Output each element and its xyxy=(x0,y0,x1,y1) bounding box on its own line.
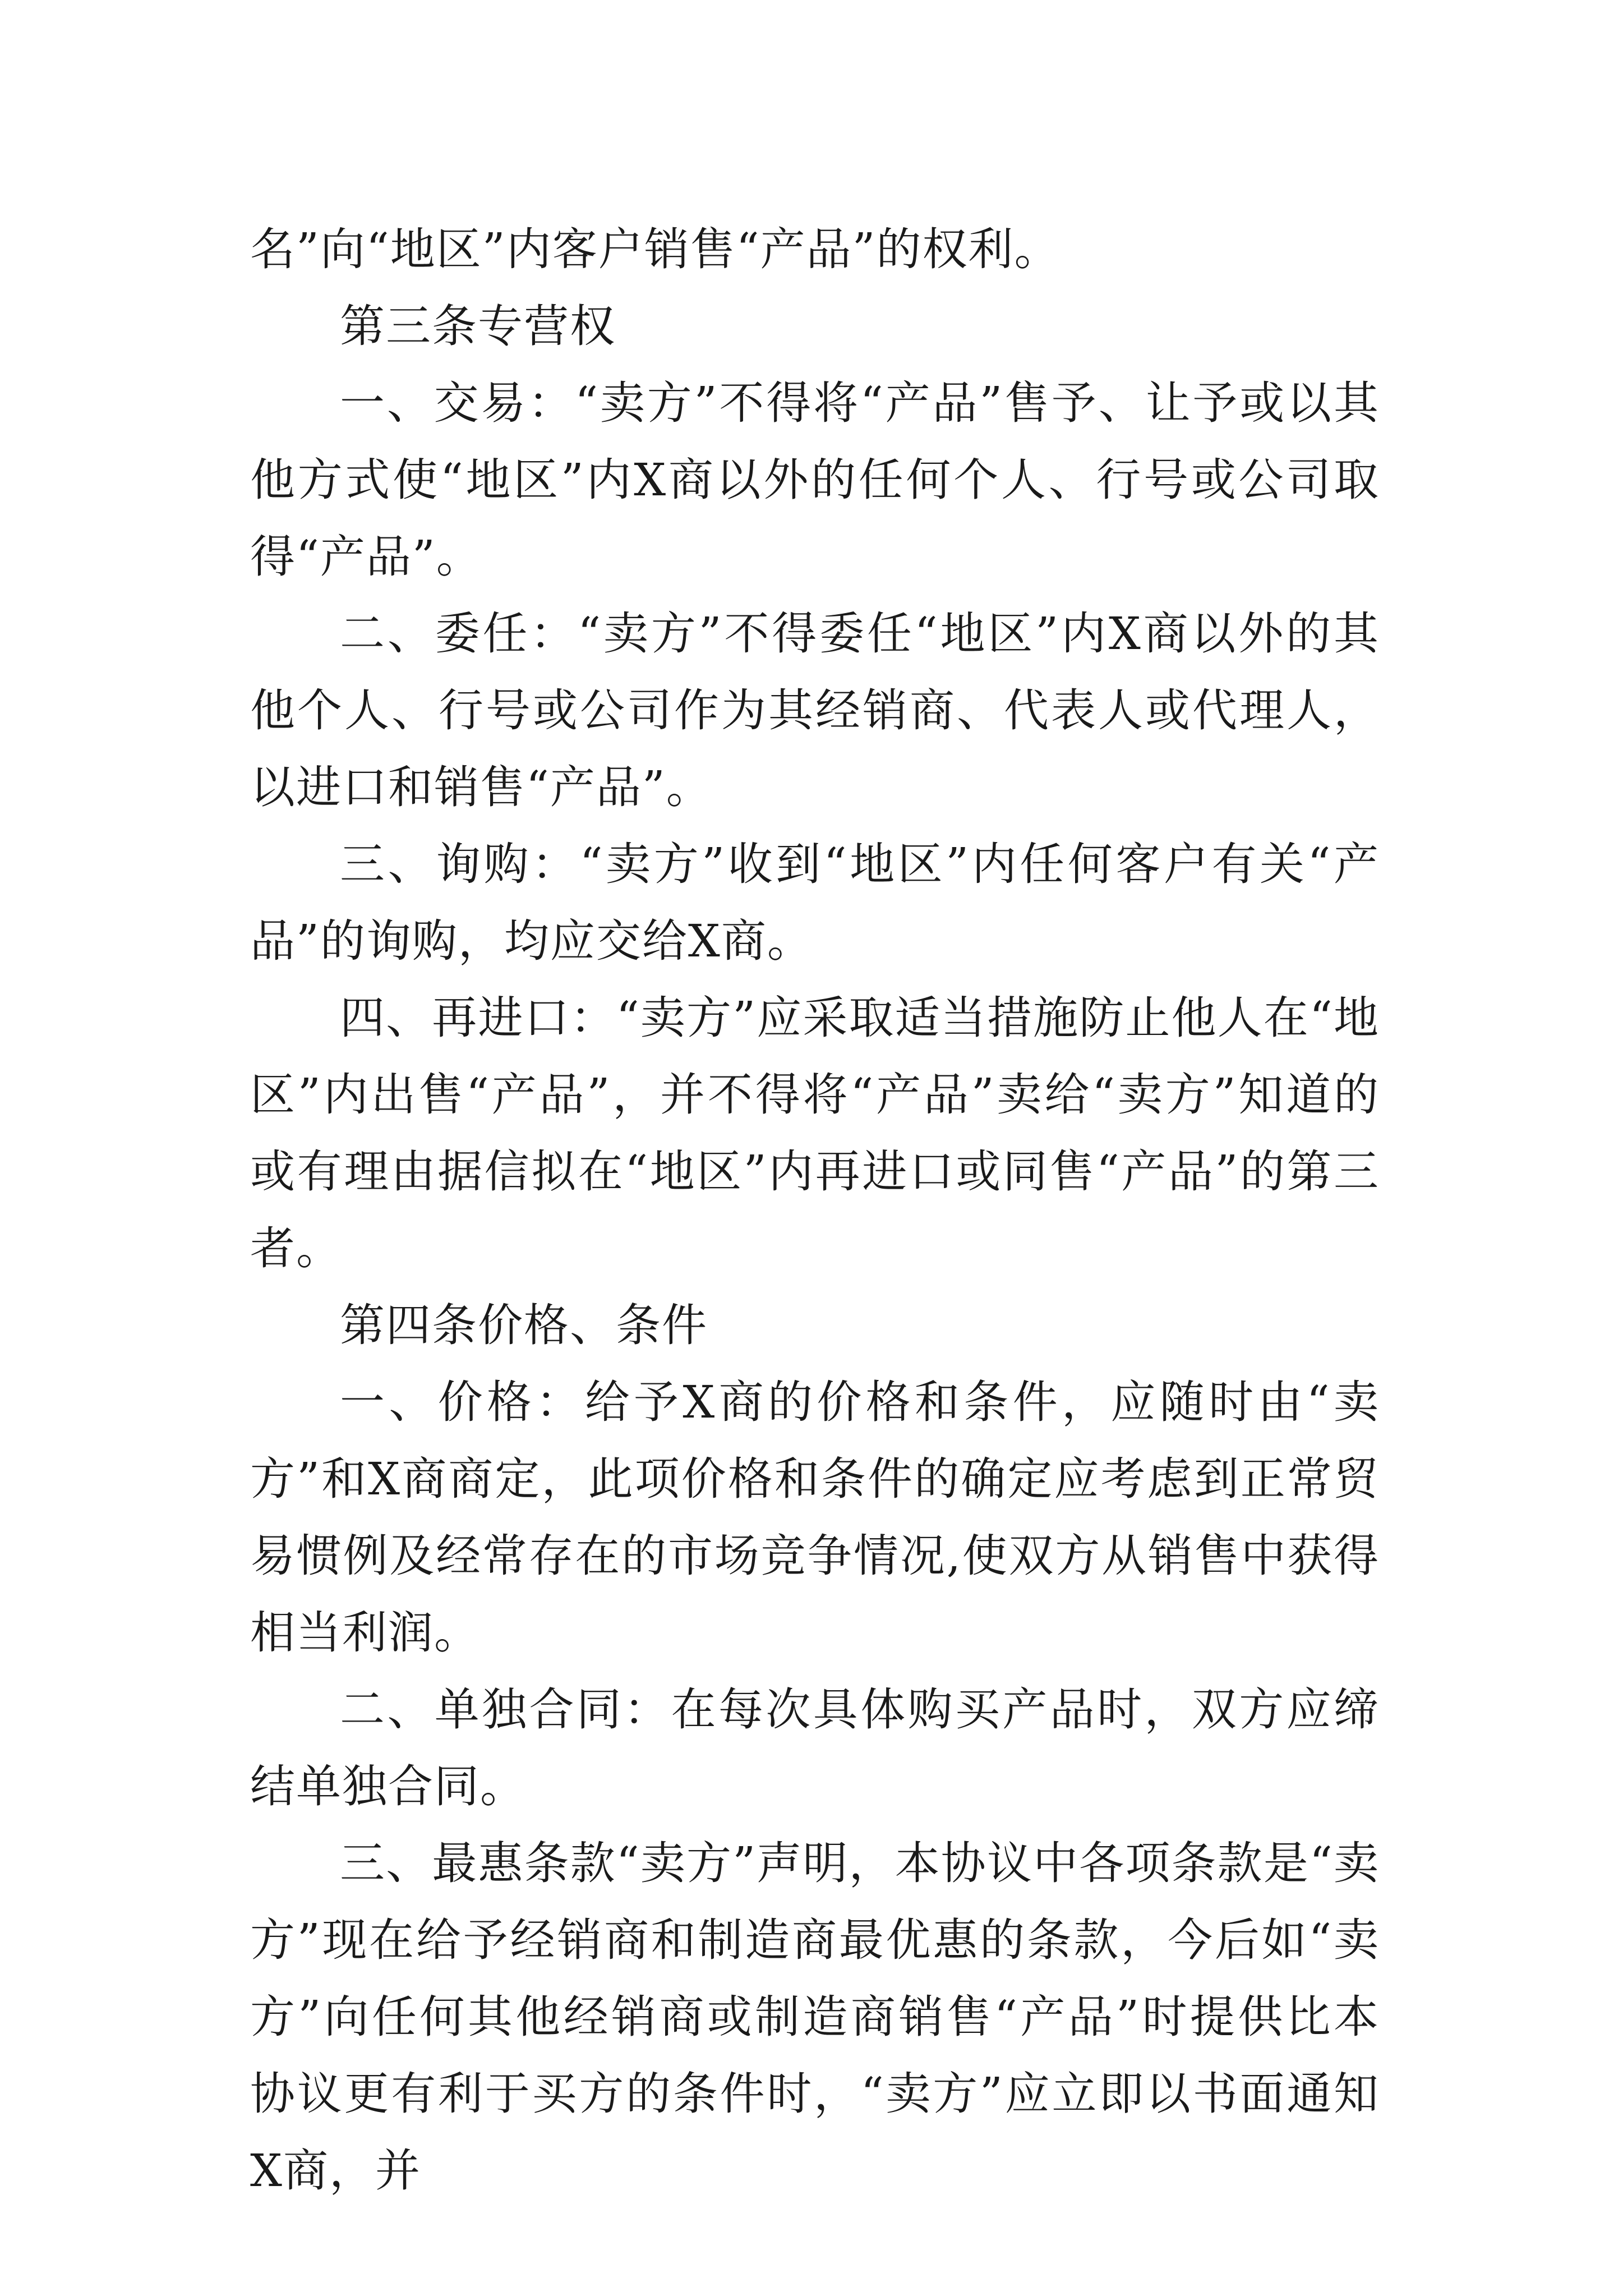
article-3-clause-4: 四、再进口：“卖方”应采取适当措施防止他人在“地区”内出售“产品”，并不得将“产品”卖给“卖方”知道的或有理由据信拟在“地区”内再进口或同售“产品”的第三者。 xyxy=(250,992,1380,1274)
article-3-clause-1: 一、交易：“卖方”不得将“产品”售予、让予或以其他方式使“地区”内X商以外的任何个人、行号或公司取得“产品”。 xyxy=(250,377,1380,583)
document-body xyxy=(250,211,1380,2209)
article-4-heading: 第四条价格、条件 xyxy=(340,1299,708,1351)
article-3-heading: 第三条专营权 xyxy=(340,300,616,352)
article-4-clause-2: 二、单独合同：在每次具体购买产品时，双方应缔结单独合同。 xyxy=(250,1683,1380,1812)
article-3-clause-3: 三、询购：“卖方”收到“地区”内任何客户有关“产品”的询购，均应交给X商。 xyxy=(250,838,1380,967)
article-4-clause-1: 一、价格：给予X商的价格和条件，应随时由“卖方”和X商商定，此项价格和条件的确定应考虑到正常贸易惯例及经常存在的市场竞争情况,使双方从销售中获得相当利润。 xyxy=(250,1376,1380,1659)
article-3-clause-2: 二、委任：“卖方”不得委任“地区”内X商以外的其他个人、行号或公司作为其经销商、代表人或代理人，以进口和销售“产品”。 xyxy=(250,608,1380,813)
article-4-clause-3: 三、最惠条款“卖方”声明，本协议中各项条款是“卖方”现在给予经销商和制造商最优惠的条款，今后如“卖方”向任何其他经销商或制造商销售“产品”时提供比本协议更有利于买方的条件时，“卖方”应立即以书面通知X商，并 xyxy=(250,1837,1380,2197)
paragraph-continuation: 名”向“地区”内客户销售“产品”的权利。 xyxy=(250,223,1061,275)
